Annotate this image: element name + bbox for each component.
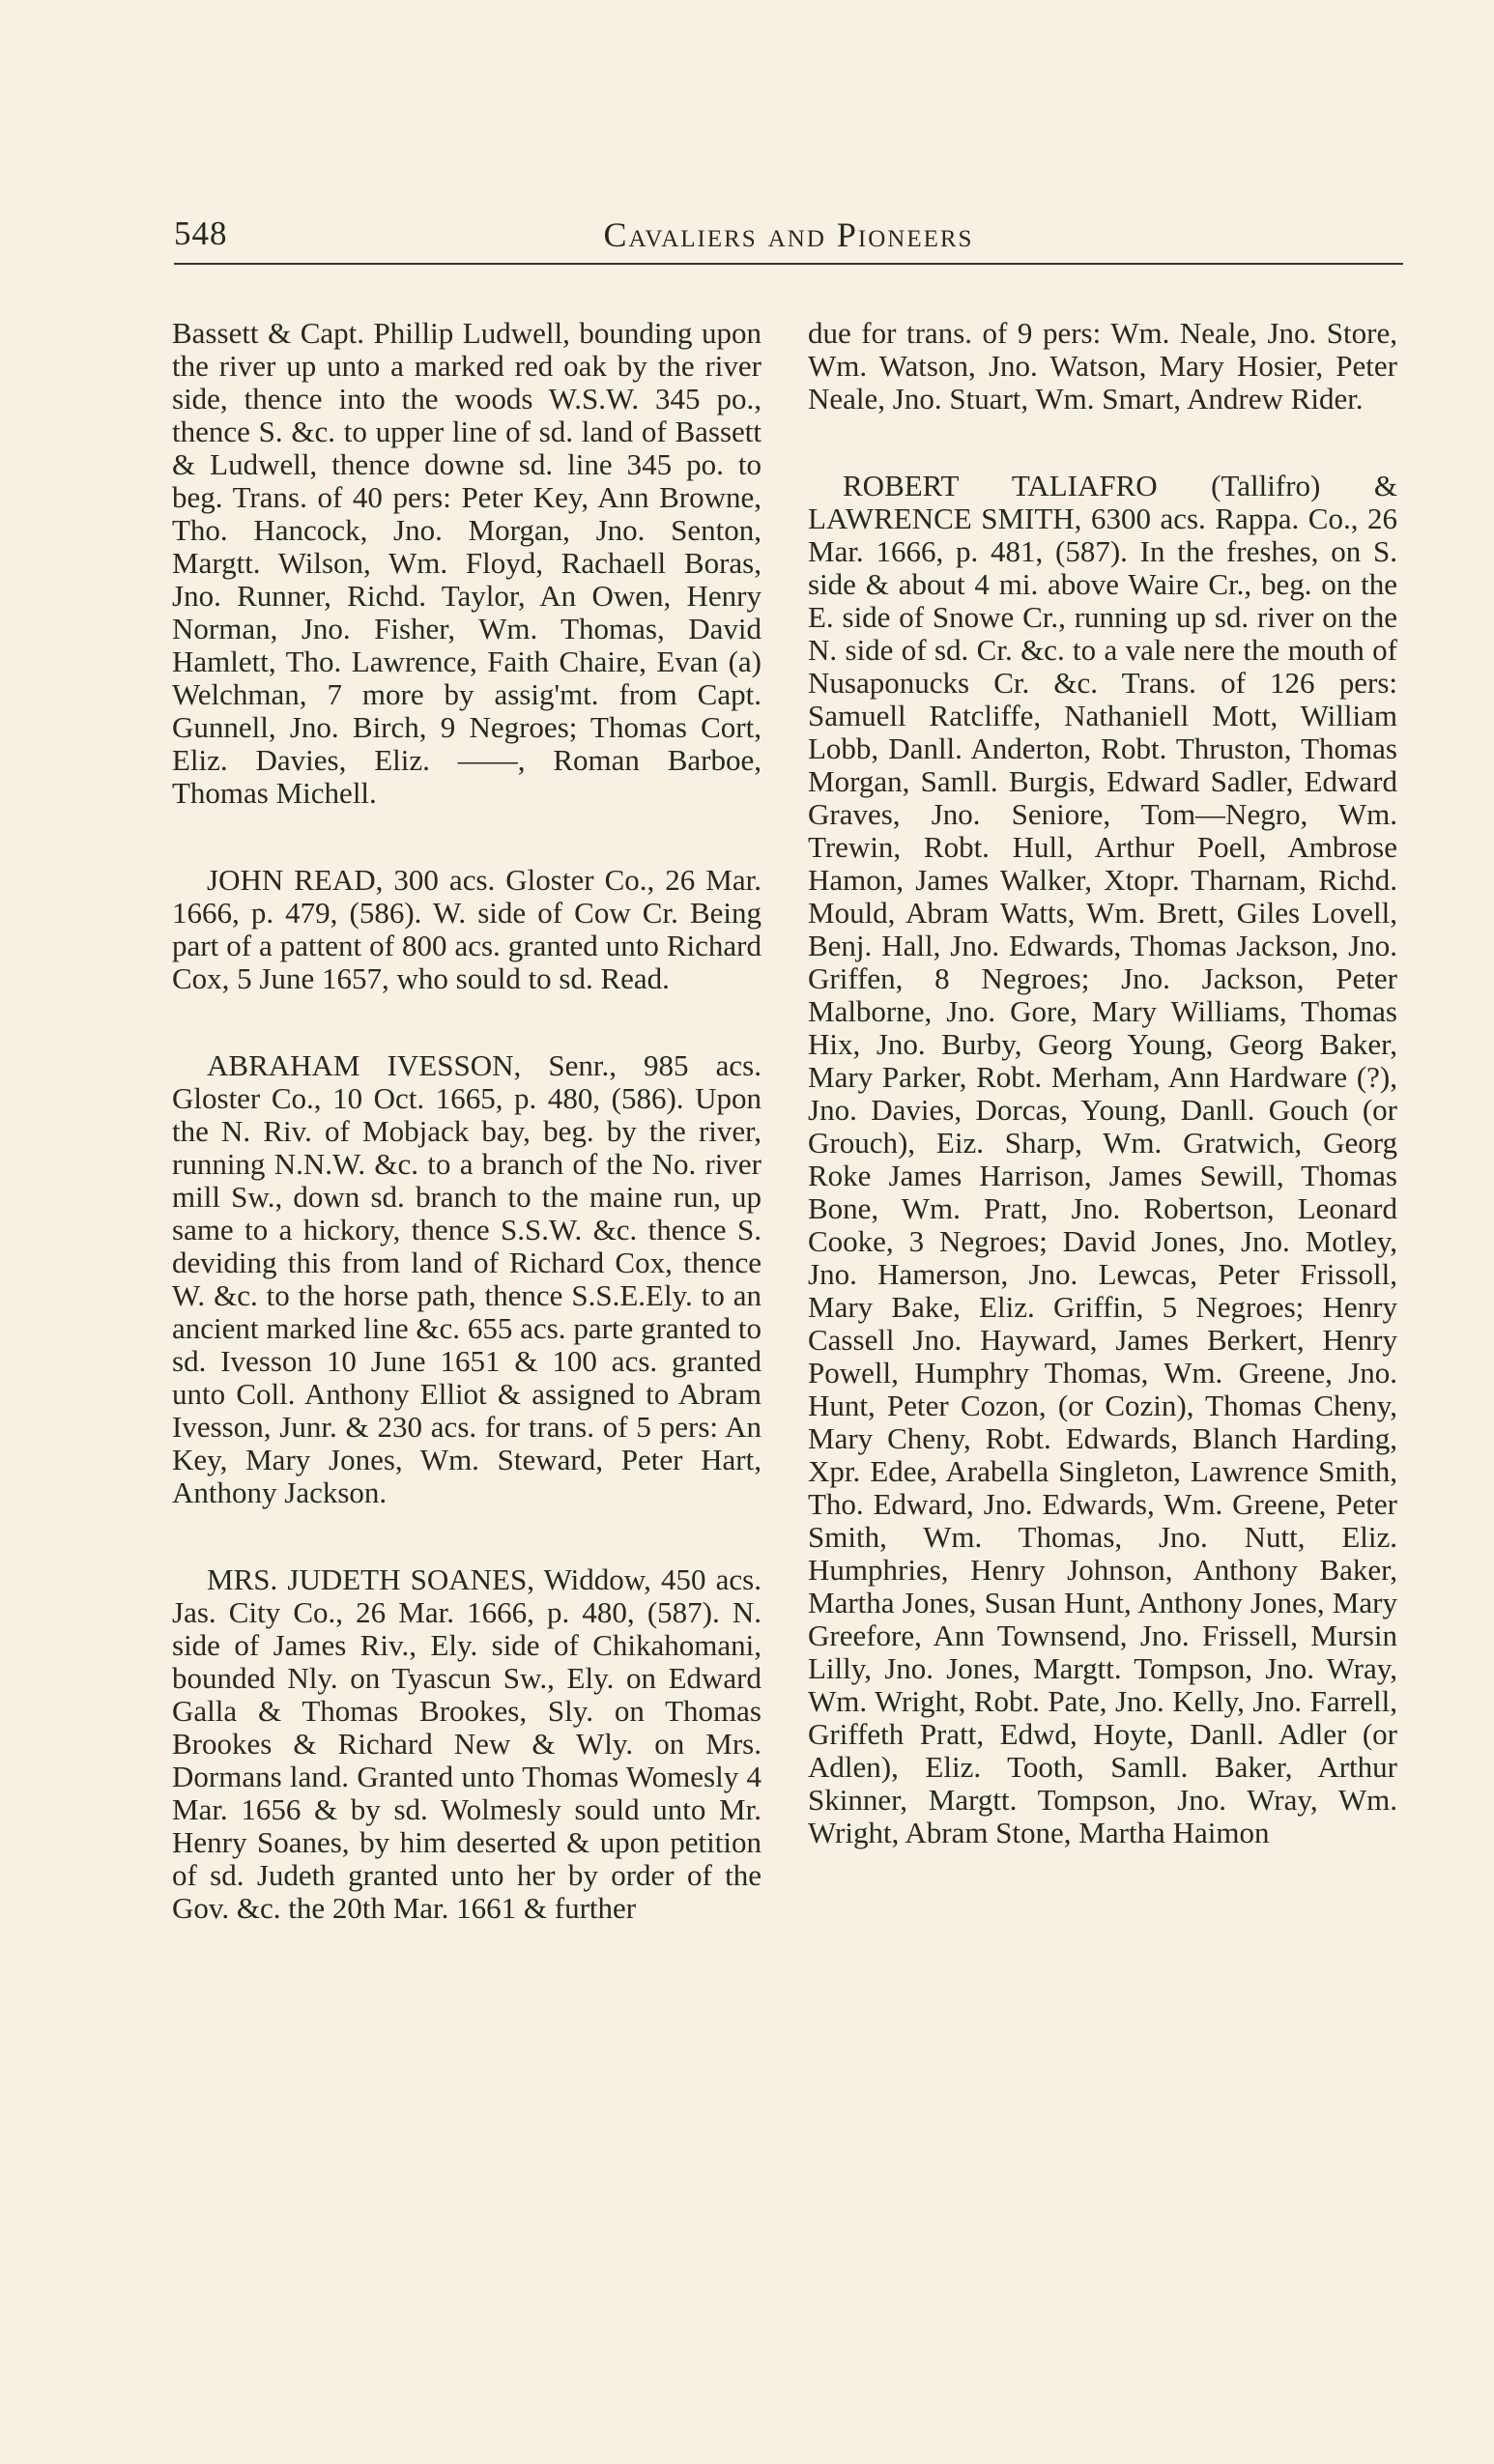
page-number: 548 [174,215,228,252]
left-column [172,317,761,1925]
entry-john-read: JOHN READ, 300 acs. Gloster Co., 26 Mar. 1666, p. 479, (586). W. side of Cow Cr. Being part of a pattent of 800 acs. granted unto Richard Cox, 5 June 1657, who sould to sd. Read. [172,863,761,995]
running-title: Cavaliers and Pioneers [603,215,974,254]
entry-abraham-ivesson: ABRAHAM IVESSON, Senr., 985 acs. Gloster Co., 10 Oct. 1665, p. 480, (586). Upon the N. Riv. of Mobjack bay, beg. by the river, running N.N.W. &c. to a branch of the No. river mill Sw., down sd. branch to the maine run, up same to a hickory, thence S.S.W. &c. thence S. deviding this from land of Richard Cox, thence W. &c. to the horse path, thence S.S.E.Ely. to an ancient marked line &c. 655 acs. parte granted to sd. Ivesson 10 June 1651 & 100 acs. granted unto Coll. Anthony Elliot & assigned to Abram Ivesson, Junr. & 230 acs. for trans. of 5 pers: An Key, Mary Jones, Wm. Steward, Peter Hart, Anthony Jackson. [172,1048,761,1509]
entry-continued: due for trans. of 9 pers: Wm. Neale, Jno. Store, Wm. Watson, Jno. Watson, Mary Hosier, Peter Neale, Jno. Stuart, Wm. Smart, Andrew Rider. [808,316,1397,415]
page-header [174,215,1403,265]
entry-continued: Bassett & Capt. Phillip Ludwell, bounding upon the river up unto a marked red oak by the river side, thence into the woods W.S.W. 345 po., thence S. &c. to upper line of sd. land of Bassett & Ludwell, thence downe sd. line 345 po. to beg. Trans. of 40 pers: Peter Key, Ann Browne, Tho. Hancock, Jno. Morgan, Jno. Senton, Margtt. Wilson, Wm. Floyd, Rachaell Boras, Jno. Runner, Richd. Taylor, An Owen, Henry Norman, Jno. Fisher, Wm. Thomas, David Hamlett, Tho. Lawrence, Faith Chaire, Evan (a) Welchman, 7 more by assig'mt. from Capt. Gunnell, Jno. Birch, 9 Negroes; Thomas Cort, Eliz. Davies, Eliz. ——, Roman Barboe, Thomas Michell. [172,316,761,810]
entry-judeth-soanes: MRS. JUDETH SOANES, Widdow, 450 acs. Jas. City Co., 26 Mar. 1666, p. 480, (587). N. side of James Riv., Ely. side of Chikahomani, bounded Nly. on Tyascun Sw., Ely. on Edward Galla & Thomas Brookes, Sly. on Thomas Brookes & Richard New & Wly. on Mrs. Dormans land. Granted unto Thomas Womesly 4 Mar. 1656 & by sd. Wolmesly sould unto Mr. Henry Soanes, by him deserted & upon petition of sd. Judeth granted unto her by order of the Gov. &c. the 20th Mar. 1661 & further [172,1562,761,1925]
entry-robert-taliafro: ROBERT TALIAFRO (Tallifro) & LAWRENCE SMITH, 6300 acs. Rappa. Co., 26 Mar. 1666, p. 481, (587). In the freshes, on S. side & about 4 mi. above Waire Cr., beg. on the E. side of Snowe Cr., running up sd. river on the N. side of sd. Cr. &c. to a vale nere the mouth of Nusaponucks Cr. &c. Trans. of 126 pers: Samuell Ratcliffe, Nathaniell Mott, William Lobb, Danll. Anderton, Robt. Thruston, Thomas Morgan, Samll. Burgis, Edward Sadler, Edward Graves, Jno. Seniore, Tom—Negro, Wm. Trewin, Robt. Hull, Arthur Poell, Ambrose Hamon, James Walker, Xtopr. Tharnam, Richd. Mould, Abram Watts, Wm. Brett, Giles Lovell, Benj. Hall, Jno. Edwards, Thomas Jackson, Jno. Griffen, 8 Negroes; Jno. Jackson, Peter Malborne, Jno. Gore, Mary Williams, Thomas Hix, Jno. Burby, Georg Young, Georg Baker, Mary Parker, Robt. Merham, Ann Hardware (?), Jno. Davies, Dorcas, Young, Danll. Gouch (or Grouch), Eiz. Sharp, Wm. Gratwich, Georg Roke James Harrison, James Sewill, Thomas Bone, Wm. Pratt, Jno. Robertson, Leonard Cooke, 3 Negroes; David Jones, Jno. Motley, Jno. Hamerson, Jno. Lewcas, Peter Frissoll, Mary Bake, Eliz. Griffin, 5 Negroes; Henry Cassell Jno. Hayward, James Berkert, Henry Powell, Humphry Thomas, Wm. Greene, Jno. Hunt, Peter Cozon, (or Cozin), Thomas Cheny, Mary Cheny, Robt. Edwards, Blanch Harding, Xpr. Edee, Arabella Singleton, Lawrence Smith, Tho. Edward, Jno. Edwards, Wm. Greene, Peter Smith, Wm. Thomas, Jno. Nutt, Eliz. Humphries, Henry Johnson, Anthony Baker, Martha Jones, Susan Hunt, Anthony Jones, Mary Greefore, Ann Townsend, Jno. Frissell, Mursin Lilly, Jno. Jones, Margtt. Tompson, Jno. Wray, Wm. Wright, Robt. Pate, Jno. Kelly, Jno. Farrell, Griffeth Pratt, Edwd, Hoyte, Danll. Adler (or Adlen), Eliz. Tooth, Samll. Baker, Arthur Skinner, Margtt. Tompson, Jno. Wray, Wm. Wright, Abram Stone, Martha Haimon [808,469,1397,1849]
right-column [808,317,1397,1849]
